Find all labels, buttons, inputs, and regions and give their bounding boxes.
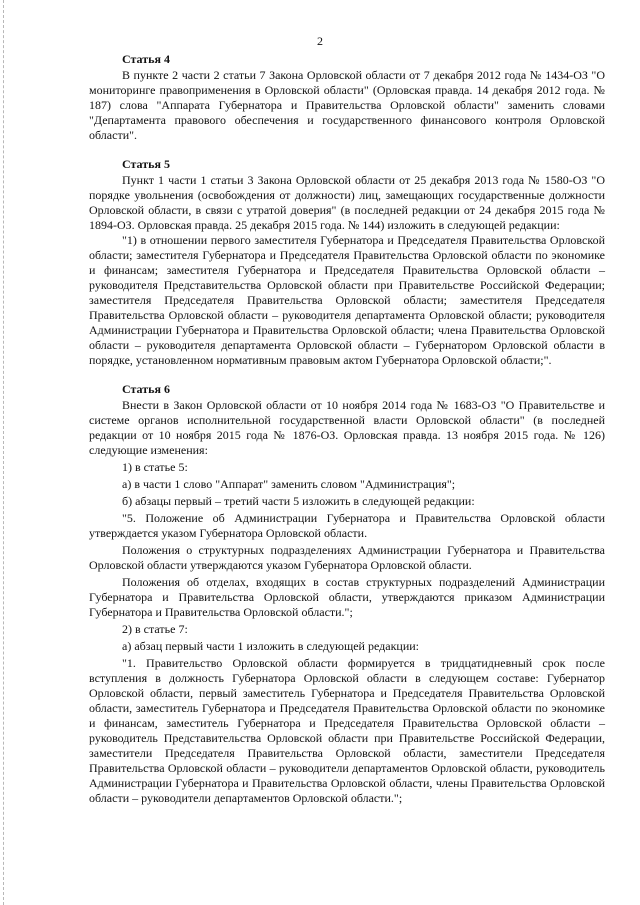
- paragraph: "1) в отношении первого заместителя Губернатора и Председателя Правительства Орловской области; заместителя Губернатора и Председателя Правительства Орловской области по экономике и финансам; заместителя Губернатора и Председателя Правительства Орловской области – руководителя Представительства Орловской области при Правительстве Российской Федерации; заместителя Председателя Правительства Орловской области; заместителя Председателя Правительства Орловской области – руководителя департамента Орловской области; руководителя Администрации Губернатора и Правительства Орловской области; члена Правительства Орловской области – руководителя департамента Орловской области – Губернатором Орловской области в порядке, установленном нормативным правовым актом Губернатора Орловской области;".: [89, 233, 605, 367]
- article-5: [89, 157, 605, 368]
- scan-margin-line: [3, 0, 4, 905]
- paragraph: Внести в Закон Орловской области от 10 ноября 2014 года № 1683-ОЗ "О Правительстве и системе органов исполнительной государственной власти Орловской области" (в последней редакции от 10 ноября 2015 года № 1876-ОЗ. Орловская правда. 13 ноября 2015 года. № 126) следующие изменения:: [89, 398, 605, 457]
- paragraph: В пункте 2 части 2 статьи 7 Закона Орловской области от 7 декабря 2012 года № 1434-ОЗ "О мониторинге правоприменения в Орловской области" (Орловская правда. 14 декабря 2012 года. № 187) слова "Аппарата Губернатора и Правительства Орловской области" заменить словами "Департамента правового обеспечения и государственного финансового контроля Орловской области".: [89, 68, 605, 142]
- paragraph: 1) в статье 5:: [122, 460, 188, 474]
- article-6: [89, 382, 605, 806]
- paragraph: а) абзац первый части 1 изложить в следующей редакции:: [122, 639, 420, 653]
- paragraph: б) абзацы первый – третий части 5 изложить в следующей редакции:: [122, 494, 475, 508]
- paragraph: "5. Положение об Администрации Губернатора и Правительства Орловской области утверждается указом Губернатора Орловской области.: [89, 511, 605, 540]
- document-body: [89, 52, 605, 820]
- paragraph: Положения об отделах, входящих в состав структурных подразделений Администрации Губернатора и Правительства Орловской области, утверждаются приказом Администрации Губернатора и Правительства Орловской области.";: [89, 575, 605, 619]
- paragraph: Пункт 1 части 1 статьи 3 Закона Орловской области от 25 декабря 2013 года № 1580-ОЗ "О порядке увольнения (освобождения от должности) лиц, замещающих государственные должности Орловской области, в связи с утратой доверия" (в последней редакции от 24 декабря 2015 года № 1894-ОЗ. Орловская правда. 25 декабря 2015 года. № 144) изложить в следующей редакции:: [89, 173, 605, 232]
- paragraph: а) в части 1 слово "Аппарат" заменить словом "Администрация";: [122, 477, 456, 491]
- article-title: Статья 5: [122, 157, 170, 171]
- article-4: [89, 52, 605, 143]
- article-title: Статья 4: [122, 52, 170, 66]
- paragraph: Положения о структурных подразделениях Администрации Губернатора и Правительства Орловской области утверждаются указом Губернатора Орловской области.: [89, 543, 605, 572]
- page-number: 2: [317, 34, 323, 48]
- article-title: Статья 6: [122, 382, 170, 396]
- paragraph: 2) в статье 7:: [122, 622, 188, 636]
- paragraph: "1. Правительство Орловской области формируется в тридцатидневный срок после вступления в должность Губернатора Орловской области в следующем составе: Губернатор Орловской области, первый заместитель Губернатора и Председателя Правительства Орловской области, заместитель Губернатора и Председателя Правительства Орловской области по экономике и финансам, заместитель Губернатора и Председателя Правительства Орловской области – руководитель Представительства Орловской области при Правительстве Российской Федерации, заместители Председателя Правительства Орловской области, заместители Председателя Правительства Орловской области – руководители департаментов Орловской области, руководитель Администрации Губернатора и Правительства Орловской области, члены Правительства Орловской области – руководители департаментов Орловской области.";: [89, 656, 605, 805]
